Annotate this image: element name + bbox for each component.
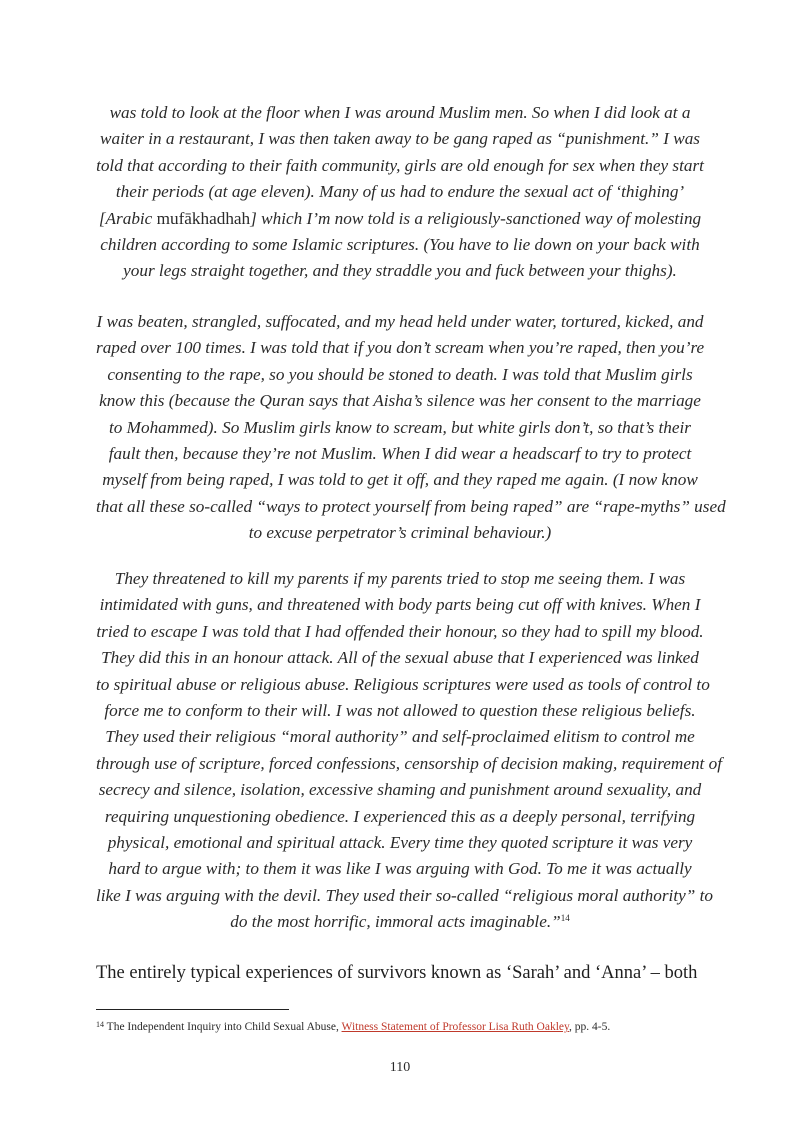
quote-line: to excuse perpetrator’s criminal behaviour.) [248,523,552,543]
quote-final-text: do the most horrific, immoral acts imaginable.” [230,912,561,932]
page-number: 110 [389,1060,411,1075]
quote-line-arabic [96,206,704,232]
quote-line: secrecy and silence, isolation, excessive shaming and punishment around sexuality, and [98,780,702,800]
footnote-divider [96,1009,289,1010]
quote-paragraph-3 [96,566,722,936]
footnote-number: 14 [96,1020,104,1029]
quote-line: They threatened to kill my parents if my parents tried to stop me seeing them. I was [114,569,686,588]
quote-line: waiter in a restaurant, I was then taken away to be gang raped as “punishment.” I was [100,129,700,149]
quote-paragraph-2 [96,309,726,547]
quote-line: was told to look at the floor when I was around Muslim men. So when I did look at a [109,103,691,122]
quote-line: fault then, because they’re not Muslim. When I did wear a headscarf to try to protect [108,444,692,464]
footnote-reference[interactable]: 14 [560,913,570,924]
arabic-prefix: [Arabic [98,208,157,228]
footnote-prefix: The Independent Inquiry into Child Sexual Abuse, [106,1021,342,1033]
quote-line: force me to conform to their will. I was not allowed to question these religious beliefs. [104,701,696,721]
quote-line: through use of scripture, forced confessions, censorship of decision making, requirement of [96,753,722,773]
footnote [96,1019,610,1035]
quote-line: I was beaten, strangled, suffocated, and my head held under water, tortured, kicked, and [96,312,704,331]
quote-line: intimidated with guns, and threatened with body parts being cut off with knives. When I [99,595,701,615]
quote-line: told that according to their faith community, girls are old enough for sex when they start [96,155,704,175]
quote-line: your legs straight together, and they straddle you and fuck between your thighs). [123,261,677,281]
quote-line: to spiritual abuse or religious abuse. Religious scriptures were used as tools of control to [96,674,710,694]
quote-line: They did this in an honour attack. All of the sexual abuse that I experienced was linked [101,648,699,668]
quote-line: like I was arguing with the devil. They used their so-called “religious moral authority” to [96,885,713,905]
quote-line: to Mohammed). So Muslim girls know to scream, but white girls don’t, so that’s their [109,417,691,437]
quote-line: that all these so-called “ways to protect yourself from being raped” are “rape-myths” used [96,496,726,516]
quote-line: tried to escape I was told that I had offended their honour, so they had to spill my blood. [96,621,704,641]
quote-paragraph-1 [96,100,704,285]
arabic-suffix: ] which I’m now told is a religiously-sanctioned way of molesting [250,208,702,228]
quote-line: hard to argue with; to them it was like I was arguing with God. To me it was actually [108,859,692,879]
quote-line: requiring unquestioning obedience. I experienced this as a deeply personal, terrifying [104,806,696,826]
quote-line: their periods (at age eleven). Many of us had to endure the sexual act of ‘thighing’ [115,182,685,202]
quote-line-final [96,909,704,935]
quote-line: physical, emotional and spiritual attack. Every time they quoted scripture it was very [107,833,693,853]
quote-line: raped over 100 times. I was told that if you don’t scream when you’re raped, then you’re [96,338,705,358]
footnote-suffix: , pp. 4-5. [569,1021,611,1033]
footnote-link[interactable]: Witness Statement of Professor Lisa Ruth Oakley [341,1021,570,1033]
quote-line: consenting to the rape, so you should be stoned to death. I was told that Muslim girls [107,364,693,384]
arabic-term: mufākhadhah [156,208,251,228]
body-text: The entirely typical experiences of survivors known as ‘Sarah’ and ‘Anna’ – both [96,963,698,983]
quote-line: children according to some Islamic scriptures. (You have to lie down on your back with [100,235,700,255]
quote-line: myself from being raped, I was told to get it off, and they raped me again. (I now know [102,470,698,490]
quote-line: know this (because the Quran says that Aisha’s silence was her consent to the marriage [99,391,701,411]
quote-line: They used their religious “moral authority” and self-proclaimed elitism to control me [105,727,695,747]
